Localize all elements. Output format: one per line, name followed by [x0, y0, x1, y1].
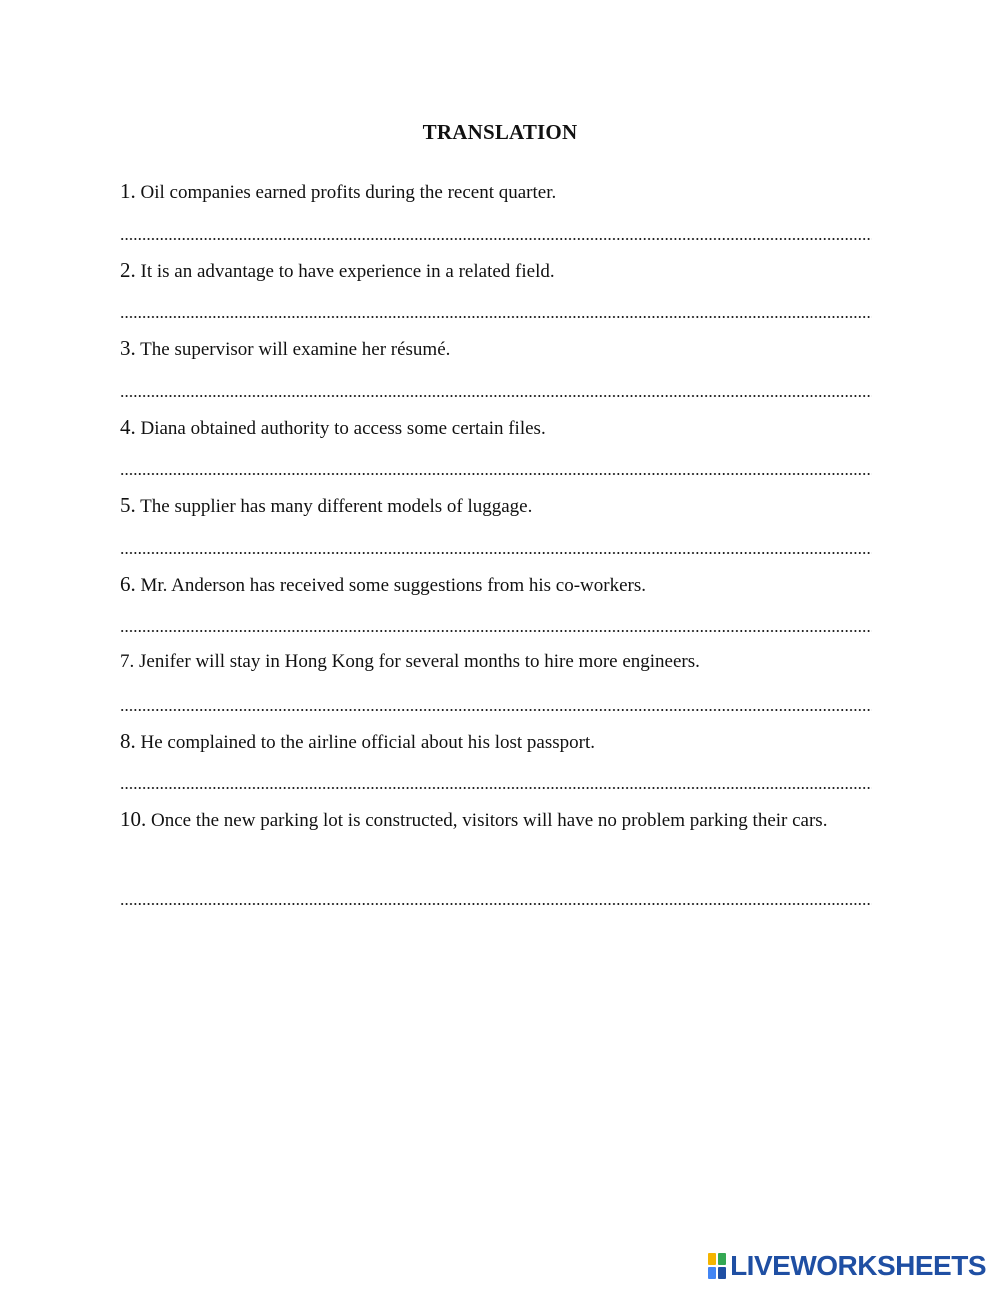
question-sentence: It is an advantage to have experience in a related field.: [135, 260, 555, 282]
question-item-8: [120, 722, 880, 801]
logo-text: LIVEWORKSHEETS: [730, 1250, 986, 1281]
question-text: [120, 172, 872, 212]
question-sentence: Oil companies earned profits during the recent quarter.: [135, 182, 557, 203]
logo-square-1: [708, 1253, 716, 1265]
question-number: 7.: [120, 651, 135, 672]
liveworksheets-logo: [708, 1252, 986, 1280]
question-text: [120, 800, 872, 840]
answer-line[interactable]: [120, 708, 872, 712]
logo-square-2: [718, 1253, 726, 1265]
answer-line[interactable]: [120, 902, 872, 906]
logo-square-4: [718, 1267, 726, 1279]
question-text: [120, 643, 872, 681]
question-number: 6.: [120, 571, 136, 596]
question-item-2: [120, 251, 880, 330]
question-number: 5.: [120, 493, 136, 517]
question-item-6: [120, 565, 880, 644]
question-item-1: [120, 172, 880, 251]
question-sentence: Mr. Anderson has received some suggestions from his co-workers.: [135, 574, 647, 596]
question-item-7: [120, 643, 880, 722]
question-text: [120, 722, 872, 762]
question-text: [120, 565, 872, 605]
question-item-10: [120, 800, 880, 916]
question-list: [120, 172, 880, 916]
answer-line[interactable]: [120, 315, 872, 319]
question-text: [120, 251, 872, 291]
question-number: 4.: [120, 414, 136, 439]
question-item-5: [120, 486, 880, 565]
question-sentence: The supervisor will examine her résumé.: [135, 339, 451, 360]
question-number: 1.: [120, 179, 136, 203]
question-item-4: [120, 408, 880, 487]
page-title: TRANSLATION: [422, 120, 578, 144]
answer-line[interactable]: [120, 551, 872, 555]
answer-line[interactable]: [120, 786, 872, 790]
question-sentence: Once the new parking lot is constructed, visitors will have no problem parking their cars.: [146, 810, 828, 831]
answer-line[interactable]: [120, 629, 872, 633]
question-sentence: Diana obtained authority to access some certain files.: [135, 417, 546, 439]
question-text: [120, 408, 872, 448]
logo-square-3: [708, 1267, 716, 1279]
answer-line[interactable]: [120, 472, 872, 476]
logo-mark-icon: [708, 1253, 726, 1279]
question-sentence: He complained to the airline official about his lost passport.: [135, 731, 595, 753]
question-sentence: Jenifer will stay in Hong Kong for several months to hire more engineers.: [134, 651, 700, 672]
question-item-3: [120, 329, 880, 408]
question-text: [120, 486, 872, 526]
question-number: 3.: [120, 336, 136, 360]
question-number: 2.: [120, 257, 136, 282]
question-sentence: The supplier has many different models of luggage.: [135, 496, 533, 517]
question-text: [120, 329, 872, 369]
answer-line[interactable]: [120, 237, 872, 241]
answer-line[interactable]: [120, 394, 872, 398]
question-number: 10.: [120, 807, 147, 831]
question-number: 8.: [120, 728, 136, 753]
